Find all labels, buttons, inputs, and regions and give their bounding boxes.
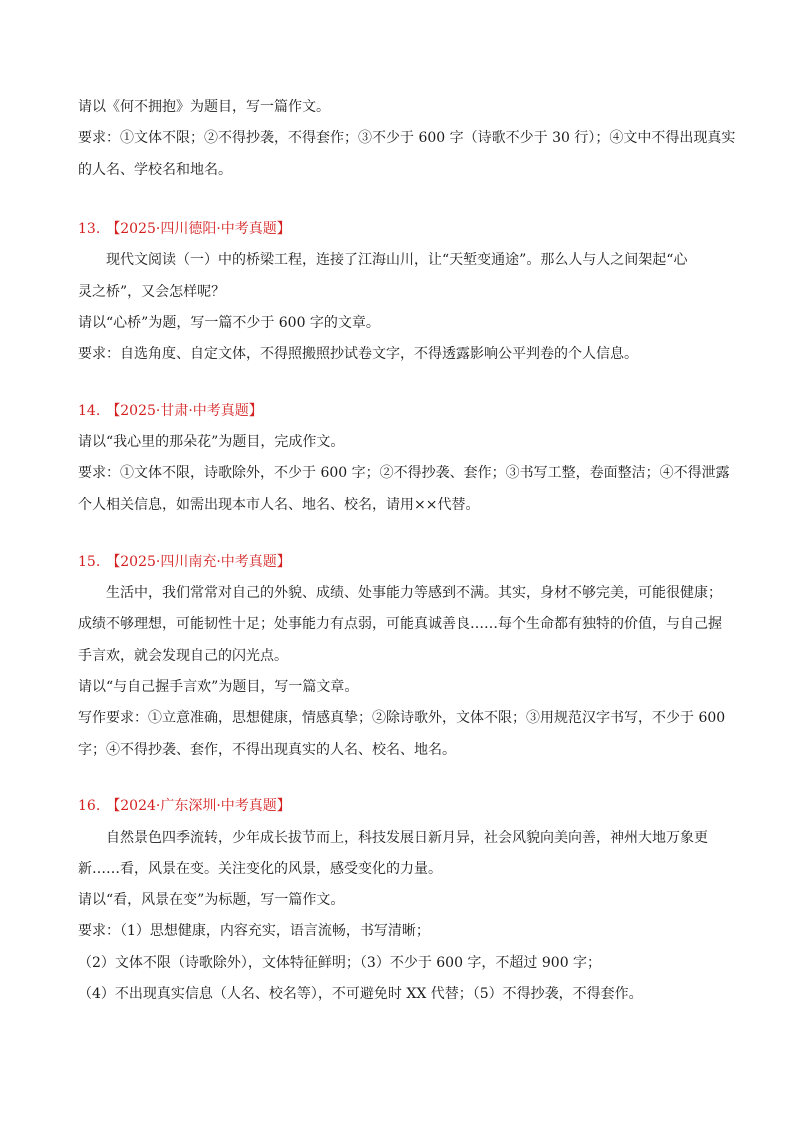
question-16-line: 请以“看，风景在变”为标题，写一篇作文。 <box>78 892 345 908</box>
question-15-line: 写作要求：①立意准确，思想健康，情感真挚；②除诗歌外，文体不限；③用规范汉字书写，不少于 600 <box>78 710 726 726</box>
question-source: 【2024·广东深圳·中考真题】 <box>106 798 291 814</box>
question-15-header <box>78 552 291 572</box>
question-13-line: 灵之桥”，又会怎样呢？ <box>78 284 226 300</box>
question-14-line: 请以“我心里的那朵花”为题目，完成作文。 <box>78 434 345 450</box>
question-16-line: 新……看，风景在变。关注变化的风景，感受变化的力量。 <box>78 861 442 877</box>
question-number: 14. <box>78 403 101 419</box>
question-15-line: 手言欢，就会发现自己的闪光点。 <box>78 648 288 664</box>
question-source: 【2025·甘肃·中考真题】 <box>106 403 263 419</box>
question-source: 【2025·四川德阳·中考真题】 <box>106 221 291 237</box>
question-16-line: 自然景色四季流转，少年成长拔节而上，科技发展日新月异，社会风貌向美向善，神州大地万象更 <box>106 830 708 846</box>
question-14-line: 个人相关信息，如需出现本市人名、地名、校名，请用××代替。 <box>78 497 480 513</box>
question-source: 【2025·四川南充·中考真题】 <box>106 554 291 570</box>
question-16-header <box>78 796 291 816</box>
question-13-line: 要求：自选角度、自定文体，不得照搬照抄试卷文字，不得透露影响公平判卷的个人信息。 <box>78 346 638 362</box>
question-number: 16. <box>78 798 101 814</box>
question-16-line: （4）不出现真实信息（人名、校名等），不可避免时 XX 代替；（5）不得抄袭，不得套作。 <box>78 986 643 1002</box>
question-15-line: 请以“与自己握手言欢”为题目，写一篇文章。 <box>78 679 359 695</box>
question-15-line: 成绩不够理想，可能韧性十足；处事能力有点弱，可能真诚善良……每个生命都有独特的价值，与自己握 <box>78 616 722 632</box>
question-number: 15. <box>78 554 101 570</box>
question-number: 13. <box>78 221 101 237</box>
question-13-header <box>78 219 291 239</box>
question-16-line: （2）文体不限（诗歌除外），文体特征鲜明；（3）不少于 600 字，不超过 900 字； <box>78 955 602 971</box>
question-13-line: 现代文阅读（一）中的桥梁工程，连接了江海山川，让“天堑变通途”。那么人与人之间架起“心 <box>106 252 688 268</box>
question-16-line: 要求：（1）思想健康，内容充实，语言流畅，书写清晰； <box>78 923 430 939</box>
question-15-line: 字；④不得抄袭、套作，不得出现真实的人名、校名、地名。 <box>78 742 456 758</box>
top-prompt-line: 请以《何不拥抱》为题目，写一篇作文。 <box>78 99 330 115</box>
question-15-line: 生活中，我们常常对自己的外貌、成绩、处事能力等感到不满。其实，身材不够完美，可能很健康； <box>106 585 722 601</box>
question-14-line: 要求：①文体不限，诗歌除外，不少于 600 字；②不得抄袭、套作；③书写工整，卷面整洁；④不得泄露 <box>78 465 730 481</box>
question-14-header <box>78 401 263 421</box>
top-requirement-line: 要求：①文体不限；②不得抄袭，不得套作；③不少于 600 字（诗歌不少于 30 行）；④文中不得出现真实 <box>78 130 736 146</box>
top-requirement-line: 的人名、学校名和地名。 <box>78 162 232 178</box>
question-13-line: 请以“心桥”为题，写一篇不少于 600 字的文章。 <box>78 315 380 331</box>
